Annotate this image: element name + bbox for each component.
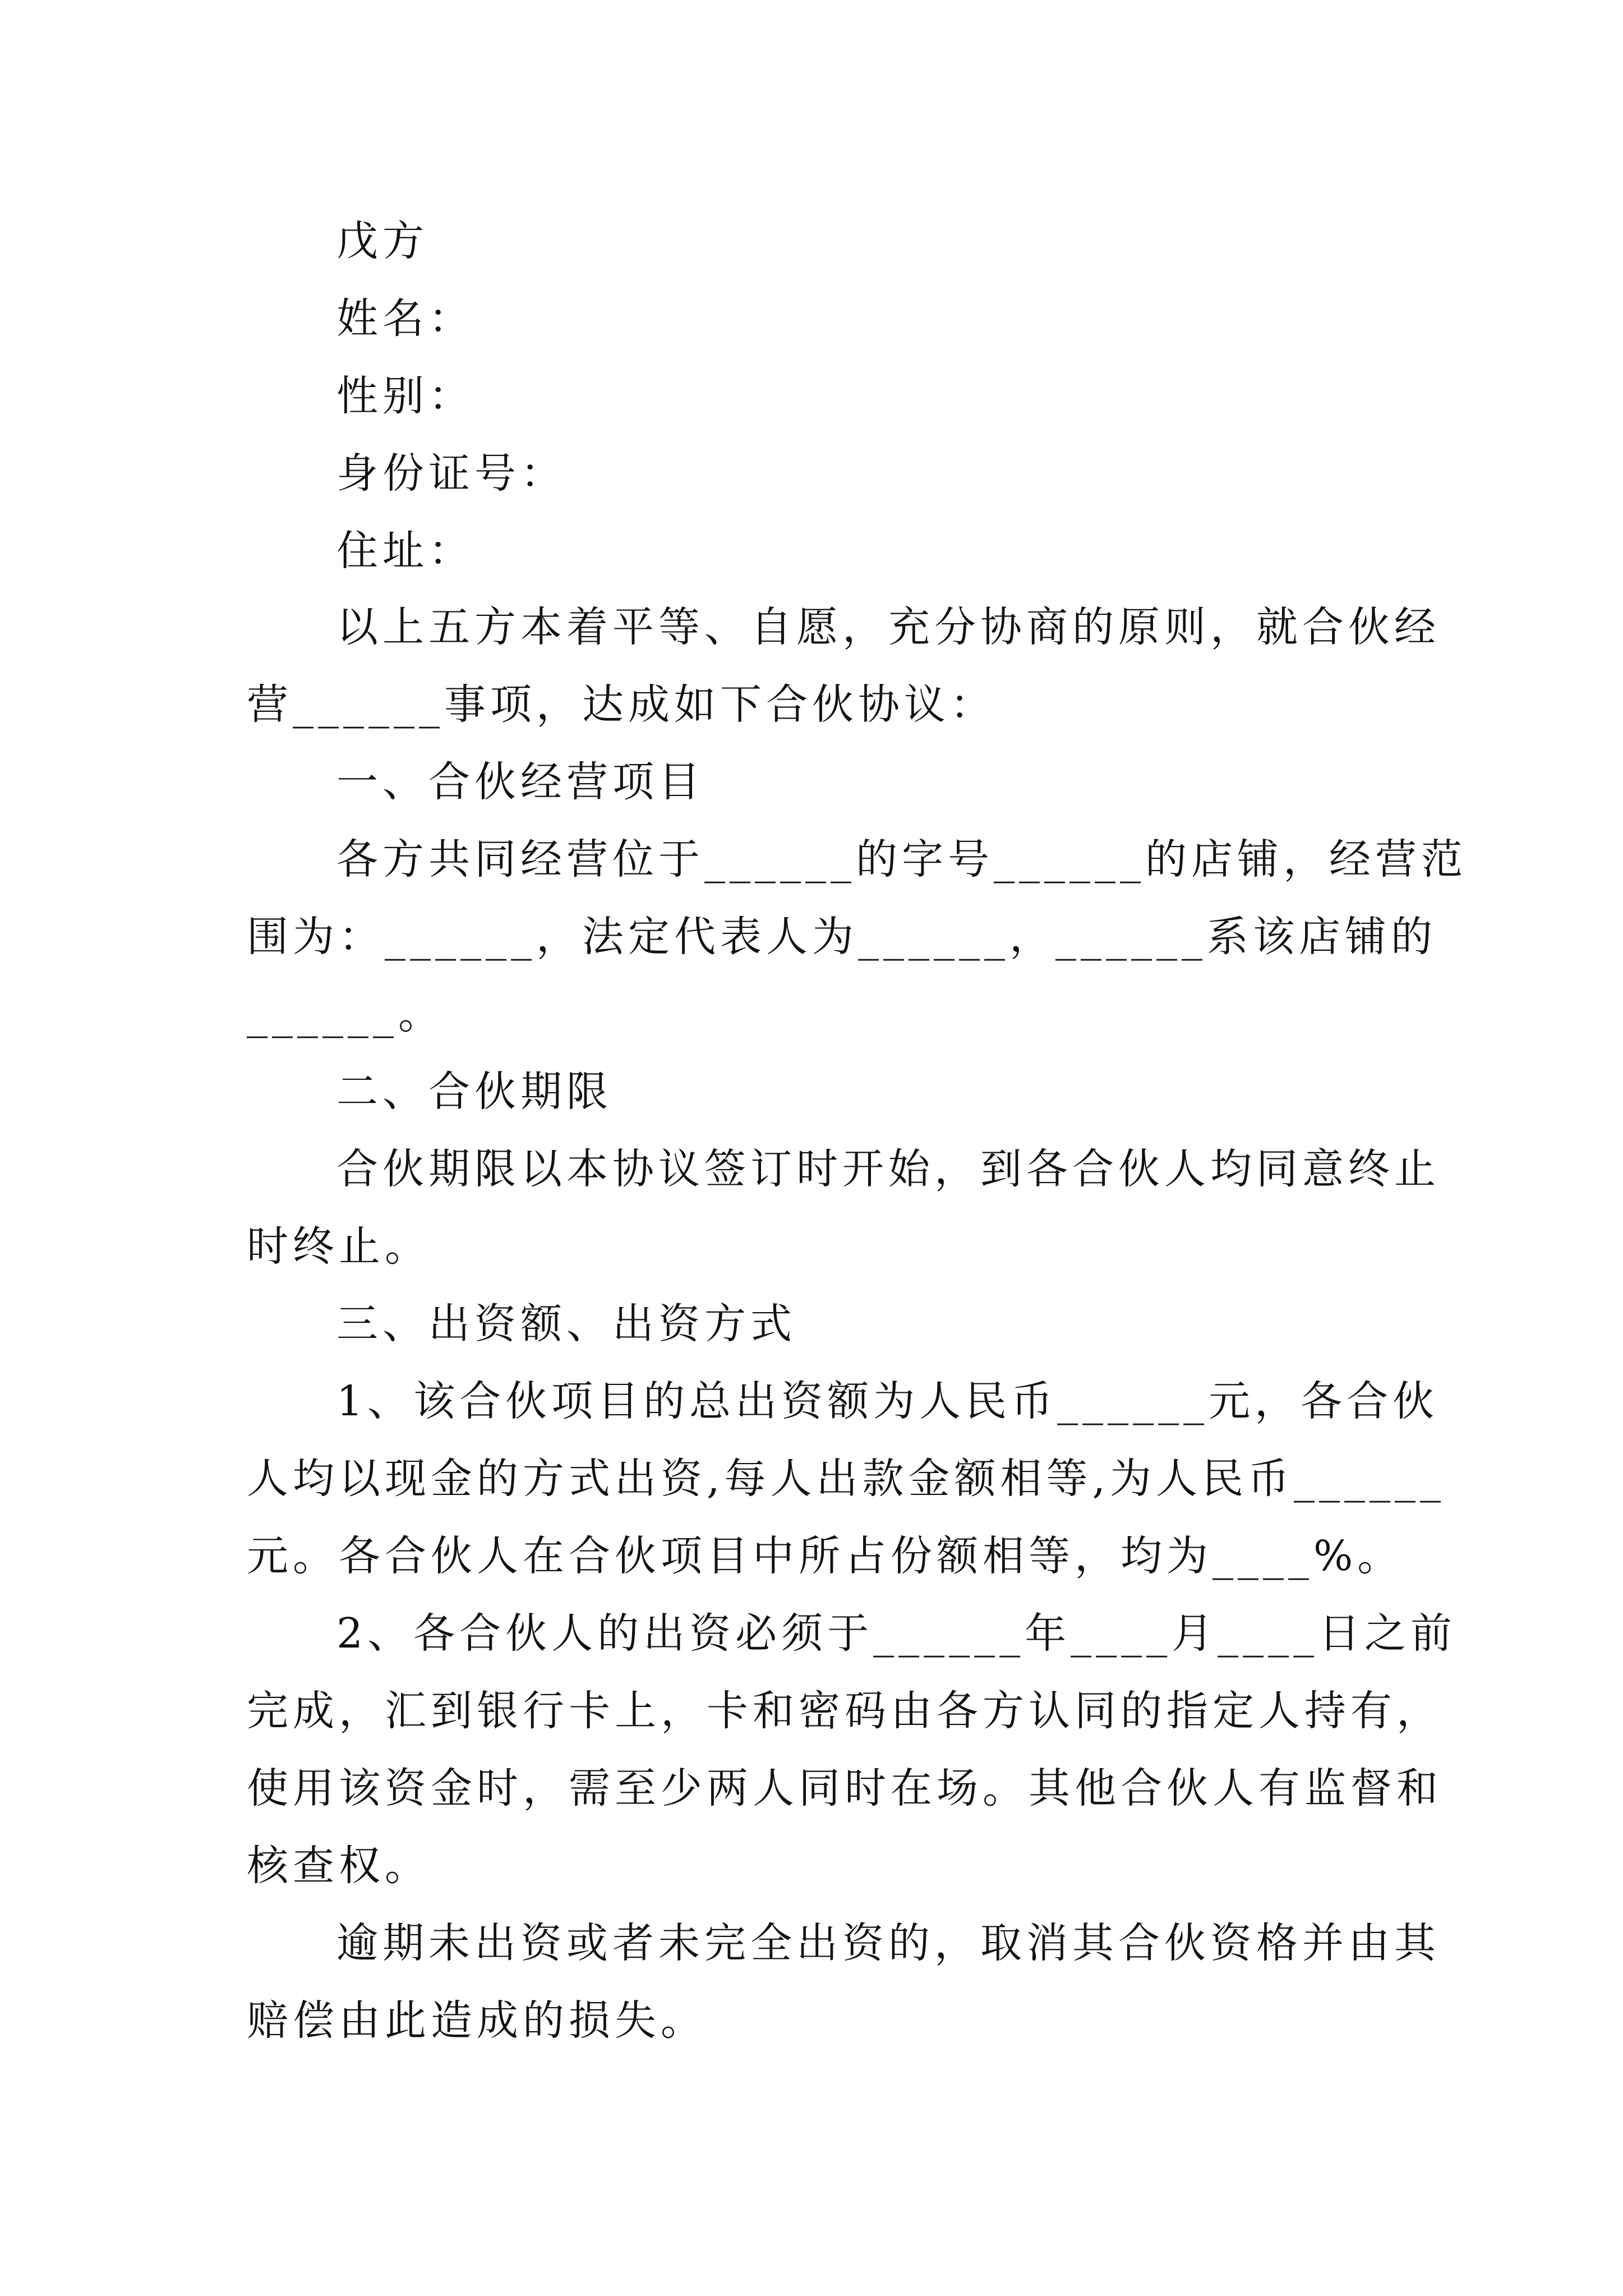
clause-3-1-line-1: 1、该合伙项目的总出资额为人民币______元，各合伙 xyxy=(336,1377,1439,1425)
section-2-paragraph-line-2: 时终止。 xyxy=(247,1222,431,1271)
id-number-field-label: 身份证号： xyxy=(336,449,566,498)
section-2-paragraph-line-1: 合伙期限以本协议签订时开始，到各合伙人均同意终止 xyxy=(336,1145,1440,1193)
section-1-paragraph-line-2: 围为：______，法定代表人为______，______系该店铺的 xyxy=(247,913,1437,961)
clause-3-1-line-3: 元。各合伙人在合伙项目中所占份额相等，均为____%。 xyxy=(247,1532,1404,1580)
clause-3-1-line-2: 人均以现金的方式出资,每人出款金额相等,为人民币______ xyxy=(247,1455,1446,1503)
name-field-label: 姓名： xyxy=(336,295,474,343)
section-1-heading: 一、合伙经营项目 xyxy=(336,758,704,806)
late-contribution-line-2: 赔偿由此造成的损失。 xyxy=(247,1996,707,2045)
section-1-paragraph-line-3: ______。 xyxy=(247,990,444,1038)
section-3-heading: 三、出资额、出资方式 xyxy=(336,1300,796,1348)
address-field-label: 住址： xyxy=(336,527,474,575)
clause-3-2-line-2: 完成，汇到银行卡上，卡和密码由各方认同的指定人持有， xyxy=(247,1687,1442,1735)
intro-paragraph-line-1: 以上五方本着平等、自愿，充分协商的原则，就合伙经 xyxy=(336,603,1440,651)
party-wu-heading: 戊方 xyxy=(336,217,428,265)
section-1-paragraph-line-1: 各方共同经营位于______的字号______的店铺，经营范 xyxy=(336,835,1467,884)
gender-field-label: 性别： xyxy=(336,372,474,420)
section-2-heading: 二、合伙期限 xyxy=(336,1068,612,1116)
late-contribution-line-1: 逾期未出资或者未完全出资的，取消其合伙资格并由其 xyxy=(336,1919,1440,1967)
clause-3-2-line-4: 核查权。 xyxy=(247,1842,431,1890)
clause-3-2-line-3: 使用该资金时，需至少两人同时在场。其他合伙人有监督和 xyxy=(247,1764,1442,1812)
clause-3-2-line-1: 2、各合伙人的出资必须于______年____月____日之前 xyxy=(336,1609,1457,1658)
intro-paragraph-line-2: 营______事项，达成如下合伙协议： xyxy=(247,680,996,729)
